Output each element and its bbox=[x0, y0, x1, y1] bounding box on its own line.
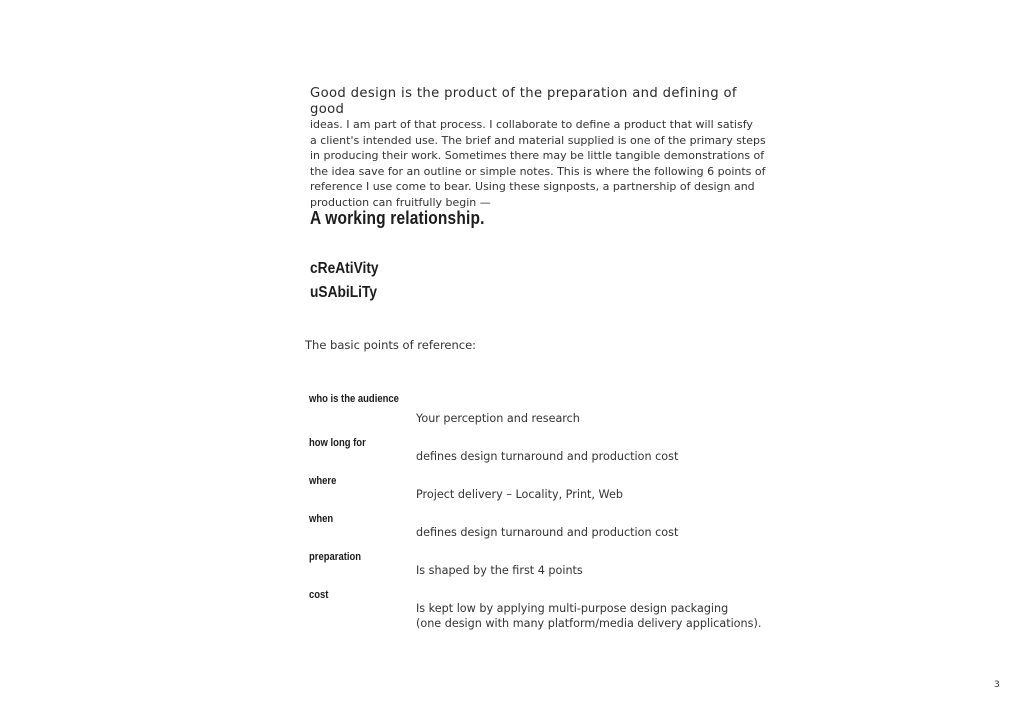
point-label-audience: who is the audience bbox=[309, 393, 399, 405]
point-desc-audience: Your perception and research bbox=[416, 412, 580, 425]
points-subheading: The basic points of reference: bbox=[305, 338, 477, 352]
point-label-where: where bbox=[309, 475, 337, 487]
point-label-cost: cost bbox=[309, 589, 329, 601]
intro-line: ideas. I am part of that process. I collaborate to define a product that will satisfy bbox=[310, 118, 753, 131]
intro-line: a client's intended use. The brief and material supplied is one of the primary steps bbox=[310, 133, 766, 147]
intro-line: production can fruitfully begin — bbox=[310, 195, 491, 209]
intro-line: the idea save for an outline or simple notes. This is where the following 6 points of bbox=[310, 164, 766, 178]
point-desc-cost-continued: (one design with many platform/media delivery applications). bbox=[416, 617, 762, 630]
intro-line: in producing their work. Sometimes there may be little tangible demonstrations of bbox=[310, 149, 765, 162]
page-number: 3 bbox=[994, 680, 1000, 690]
point-desc-where: Project delivery – Locality, Print, Web bbox=[416, 488, 623, 501]
point-desc-when: defines design turnaround and production cost bbox=[416, 526, 679, 539]
point-label-preparation: preparation bbox=[309, 551, 362, 563]
point-label-when: when bbox=[309, 513, 334, 525]
intro-paragraph bbox=[310, 86, 770, 210]
motto-creativity: cReAtiVity bbox=[310, 260, 379, 277]
motto-usability: uSAbiLiTy bbox=[310, 284, 378, 301]
section-heading: A working relationship. bbox=[310, 208, 485, 228]
intro-line: reference I use come to bear. Using these signposts, a partnership of design and bbox=[310, 180, 755, 193]
point-desc-preparation: Is shaped by the first 4 points bbox=[416, 564, 583, 577]
point-label-how-long: how long for bbox=[309, 437, 366, 449]
intro-lead-line: Good design is the product of the preparation and defining of good bbox=[310, 86, 737, 117]
point-desc-cost: Is kept low by applying multi-purpose design packaging bbox=[416, 602, 729, 615]
point-desc-how-long: defines design turnaround and production cost bbox=[416, 450, 679, 463]
